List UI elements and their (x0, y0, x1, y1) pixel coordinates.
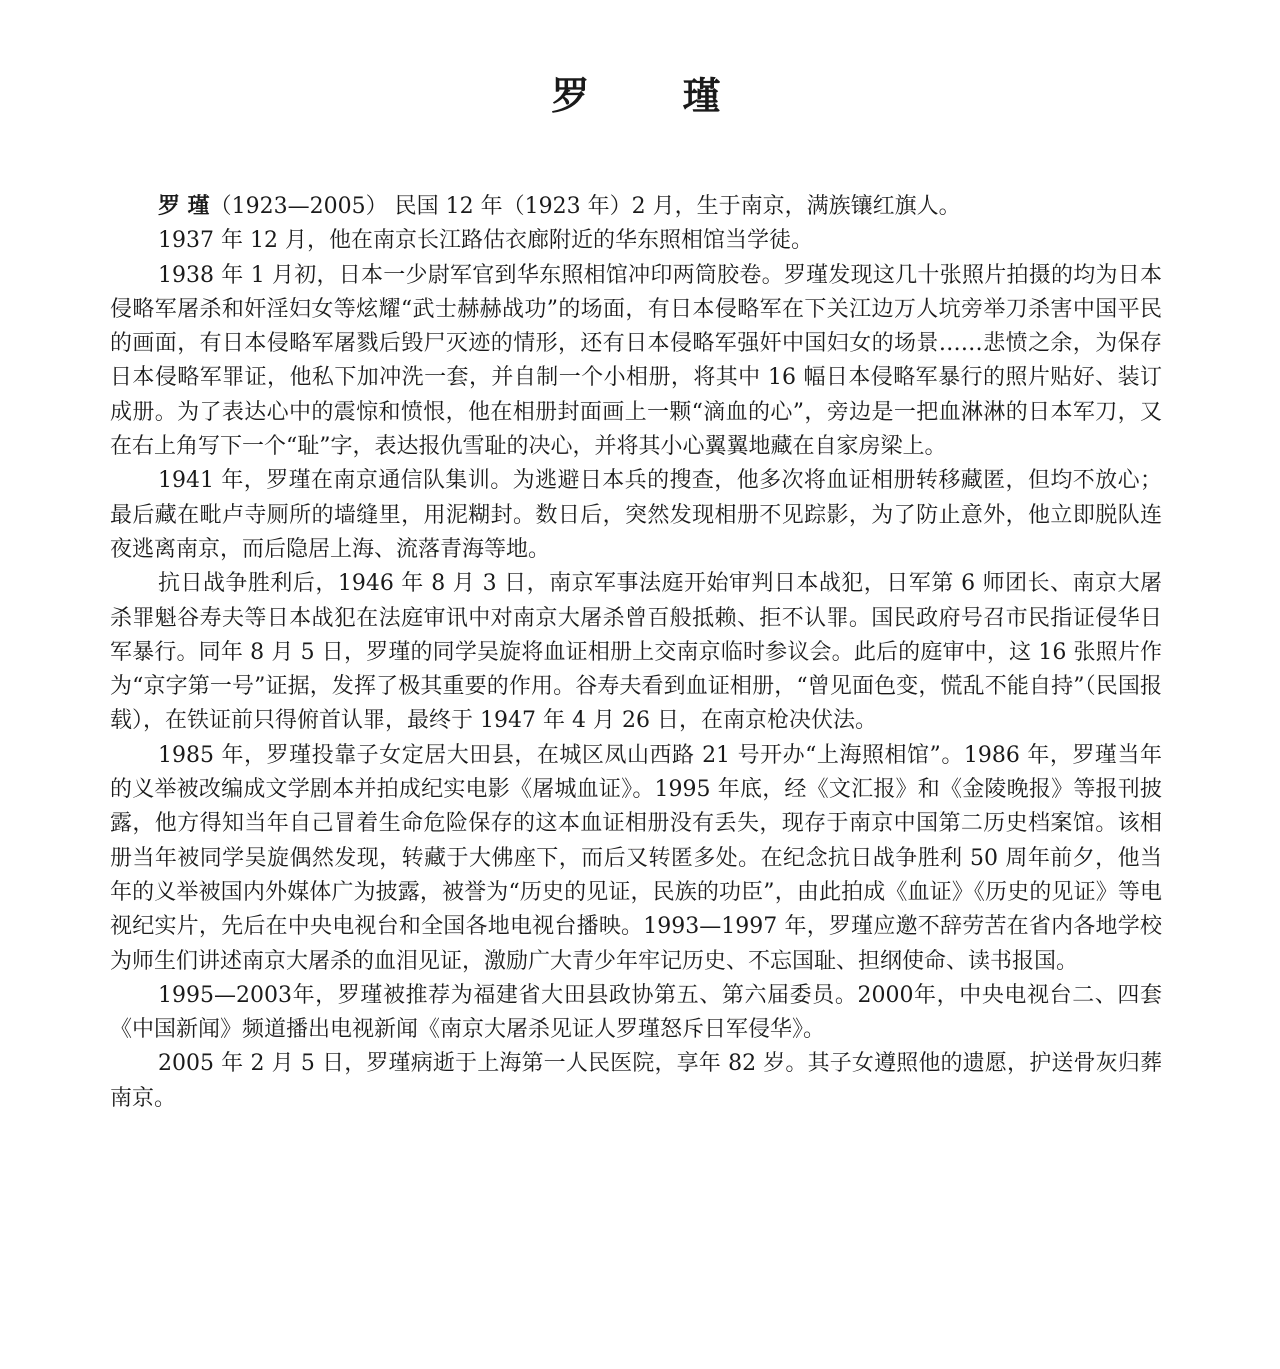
paragraph-1937: 1937 年 12 月，他在南京长江路估衣廊附近的华东照相馆当学徒。 (158, 228, 813, 254)
paragraph-1995: 1995—2003年，罗瑾被推荐为福建省大田县政协第五、第六届委员。2000年，中央电视台二、四套《中国新闻》频道播出电视新闻《南京大屠杀见证人罗瑾怒斥日军侵华》。 (110, 982, 1162, 1043)
paragraph-2005: 2005 年 2 月 5 日，罗瑾病逝于上海第一人民医院，享年 82 岁。其子女遵照他的遗愿，护送骨灰归葬南京。 (110, 1051, 1162, 1111)
paragraph-1941: 1941 年，罗瑾在南京通信队集训。为逃避日本兵的搜查，他多次将血证相册转移藏匿，但均不放心；最后藏在毗卢寺厕所的墙缝里，用泥糊封。数日后，突然发现相册不见踪影，为了防止意外，他立即脱队连夜逃离南京，而后隐居上海、流落青海等地。 (110, 468, 1162, 562)
paragraph-text: （1923—2005） 民国 12 年（1923 年）2 月，生于南京，满族镶红旗人。 (209, 194, 961, 219)
article-body (110, 189, 1162, 1116)
paragraph-1938: 1938 年 1 月初，日本一少尉军官到华东照相馆冲印两筒胶卷。罗瑾发现这几十张照片拍摄的均为日本侵略军屠杀和奸淫妇女等炫耀“武士赫赫战功”的场面，有日本侵略军在下关江边万人坑旁举刀杀害中国平民的画面，有日本侵略军屠戮后毁尸灭迹的情形，还有日本侵略军强奸中国妇女的场景……悲愤之余，为保存日本侵略军罪证，他私下加冲洗一套，并自制一个小相册，将其中 16 幅日本侵略军暴行的照片贴好、装订成册。为了表达心中的震惊和愤恨，他在相册封面画上一颗“滴血的心”，旁边是一把血淋淋的日本军刀，又在右上角写下一个“耻”字，表达报仇雪耻的决心，并将其小心翼翼地藏在自家房梁上。 (110, 262, 1162, 460)
paragraph-1946: 抗日战争胜利后，1946 年 8 月 3 日，南京军事法庭开始审判日本战犯，日军第 6 师团长、南京大屠杀罪魁谷寿夫等日本战犯在法庭审讯中对南京大屠杀曾百般抵赖、拒不认罪。国民政府号召市民指证侵华日军暴行。同年 8 月 5 日，罗瑾的同学吴旋将血证相册上交南京临时参议会。此后的庭审中，这 16 张照片作为“京字第一号”证据，发挥了极其重要的作用。谷寿夫看到血证相册，“曾见面色变，慌乱不能自持”（民国报载），在铁证前只得俯首认罪，最终于 1947 年 4 月 26 日，在南京枪决伏法。 (110, 571, 1162, 734)
page-title: 罗 瑾 (551, 73, 761, 118)
paragraph-1985: 1985 年，罗瑾投靠子女定居大田县，在城区凤山西路 21 号开办“上海照相馆”。1986 年，罗瑾当年的义举被改编成文学剧本并拍成纪实电影《屠城血证》。1995 年底，经《文汇报》和《金陵晚报》等报刊披露，他方得知当年自己冒着生命危险保存的这本血证相册没有丢失，现存于南京中国第二历史档案馆。该相册当年被同学吴旋偶然发现，转藏于大佛座下，而后又转匿多处。在纪念抗日战争胜利 50 周年前夕，他当年的义举被国内外媒体广为披露，被誉为“历史的见证，民族的功臣”，由此拍成《血证》《历史的见证》等电视纪实片，先后在中央电视台和全国各地电视台播映。1993—1997 年，罗瑾应邀不辞劳苦在省内各地学校为师生们讲述南京大屠杀的血泪见证，激励广大青少年牢记历史、不忘国耻、担纲使命、读书报国。 (110, 742, 1162, 974)
person-name: 罗 瑾 (158, 193, 210, 219)
paragraph-intro (110, 189, 1162, 224)
